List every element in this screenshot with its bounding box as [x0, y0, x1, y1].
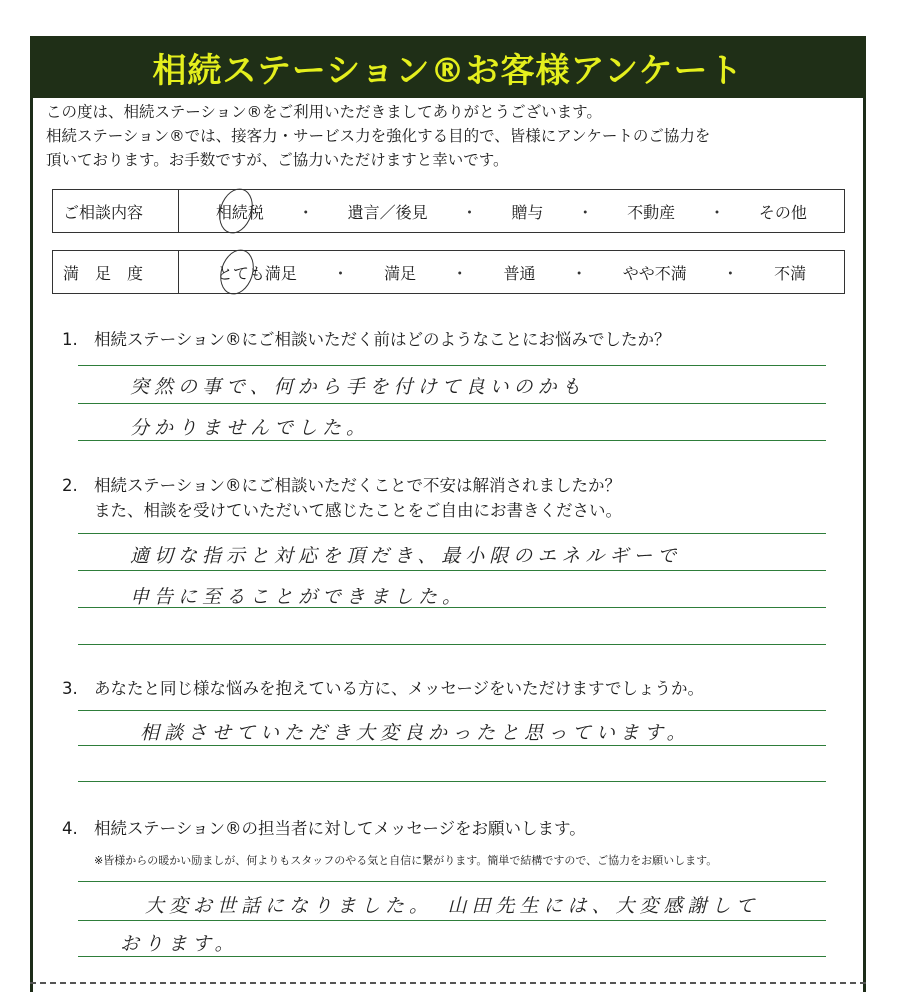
answer-line — [78, 781, 826, 782]
answer-line — [78, 440, 826, 441]
answer-line — [78, 881, 826, 882]
question-text: 相続ステーション®の担当者に対してメッセージをお願いします。 — [94, 819, 586, 838]
satisfaction-row — [52, 250, 845, 294]
separator-dot: ・ — [571, 263, 588, 283]
satisfaction-options — [179, 251, 844, 293]
separator-dot: ・ — [461, 202, 478, 222]
intro-line: 頂いております。お手数ですが、ご協力いただけますと幸いです。 — [46, 151, 509, 169]
option-neutral[interactable]: 普通 — [503, 263, 536, 283]
question-number: 1. — [62, 330, 78, 349]
satisfaction-label: 満 足 度 — [53, 251, 179, 293]
handwritten-answer: 分かりませんでした。 — [130, 417, 371, 439]
separator-dot: ・ — [577, 202, 594, 222]
intro-line: 相続ステーション®では、接客力・サービス力を強化する目的で、皆様にアンケートのご協力を — [46, 127, 711, 145]
handwritten-answer: 適切な指示と対応を頂だき、最小限のエネルギーで — [130, 545, 682, 567]
handwritten-answer: 突然の事で、何から手を付けて良いのかも — [130, 376, 586, 398]
consultation-options — [179, 190, 844, 232]
option-dissatisfied[interactable]: 不満 — [774, 263, 807, 283]
separator-dot: ・ — [332, 263, 349, 283]
answer-line — [78, 956, 826, 957]
question-2 — [62, 473, 622, 523]
question-note: ※皆様からの暖かい励ましが、何よりもスタッフのやる気と自信に繋がります。簡単で結構ですので、ご協力をお願いします。 — [94, 854, 718, 867]
sheet-bottom-edge — [30, 982, 866, 984]
option-will-guardianship[interactable]: 遺言／後見 — [347, 202, 428, 222]
question-number: 3. — [62, 679, 78, 698]
option-gift[interactable]: 贈与 — [511, 202, 544, 222]
question-number: 4. — [62, 819, 78, 838]
answer-line — [78, 403, 826, 404]
separator-dot: ・ — [297, 202, 314, 222]
question-4 — [62, 816, 586, 841]
separator-dot: ・ — [722, 263, 739, 283]
page-title: 相続ステーション®お客様アンケート — [152, 50, 744, 91]
question-text: 相続ステーション®にご相談いただくことで不安は解消されましたか？ — [94, 476, 622, 495]
question-3 — [62, 676, 704, 701]
answer-line — [78, 570, 826, 571]
question-number: 2. — [62, 476, 78, 495]
separator-dot: ・ — [451, 263, 468, 283]
handwritten-answer: 大変お世話になりました。 山田先生には、大変感謝して — [145, 895, 760, 917]
handwritten-answer: 相談させていただき大変良かったと思っています。 — [140, 722, 691, 744]
title-banner — [30, 36, 866, 98]
option-real-estate[interactable]: 不動産 — [627, 202, 676, 222]
consultation-row — [52, 189, 845, 233]
answer-line — [78, 920, 826, 921]
handwritten-answer: おります。 — [120, 933, 239, 955]
option-somewhat-dissatisfied[interactable]: やや不満 — [622, 263, 687, 283]
question-text: あなたと同じ様な悩みを抱えている方に、メッセージをいただけますでしょうか。 — [94, 679, 705, 698]
answer-line — [78, 533, 826, 534]
option-other[interactable]: その他 — [758, 202, 807, 222]
question-1 — [62, 327, 671, 352]
option-satisfied[interactable]: 満足 — [384, 263, 417, 283]
answer-line — [78, 365, 826, 366]
intro-line: この度は、相続ステーション®をご利用いただきましてありがとうございます。 — [46, 103, 602, 121]
option-inheritance-tax[interactable]: 相続税 — [216, 200, 264, 223]
answer-line — [78, 644, 826, 645]
separator-dot: ・ — [709, 202, 726, 222]
answer-line — [78, 745, 826, 746]
question-text: また、相談を受けていただいて感じたことをご自由にお書きください。 — [94, 501, 622, 520]
handwritten-answer: 申告に至ることができました。 — [130, 586, 467, 608]
intro-text — [46, 100, 856, 172]
consultation-label: ご相談内容 — [53, 190, 179, 232]
option-very-satisfied[interactable]: とても満足 — [217, 261, 297, 284]
question-text: 相続ステーション®にご相談いただく前はどのようなことにお悩みでしたか？ — [94, 330, 671, 349]
answer-line — [78, 710, 826, 711]
